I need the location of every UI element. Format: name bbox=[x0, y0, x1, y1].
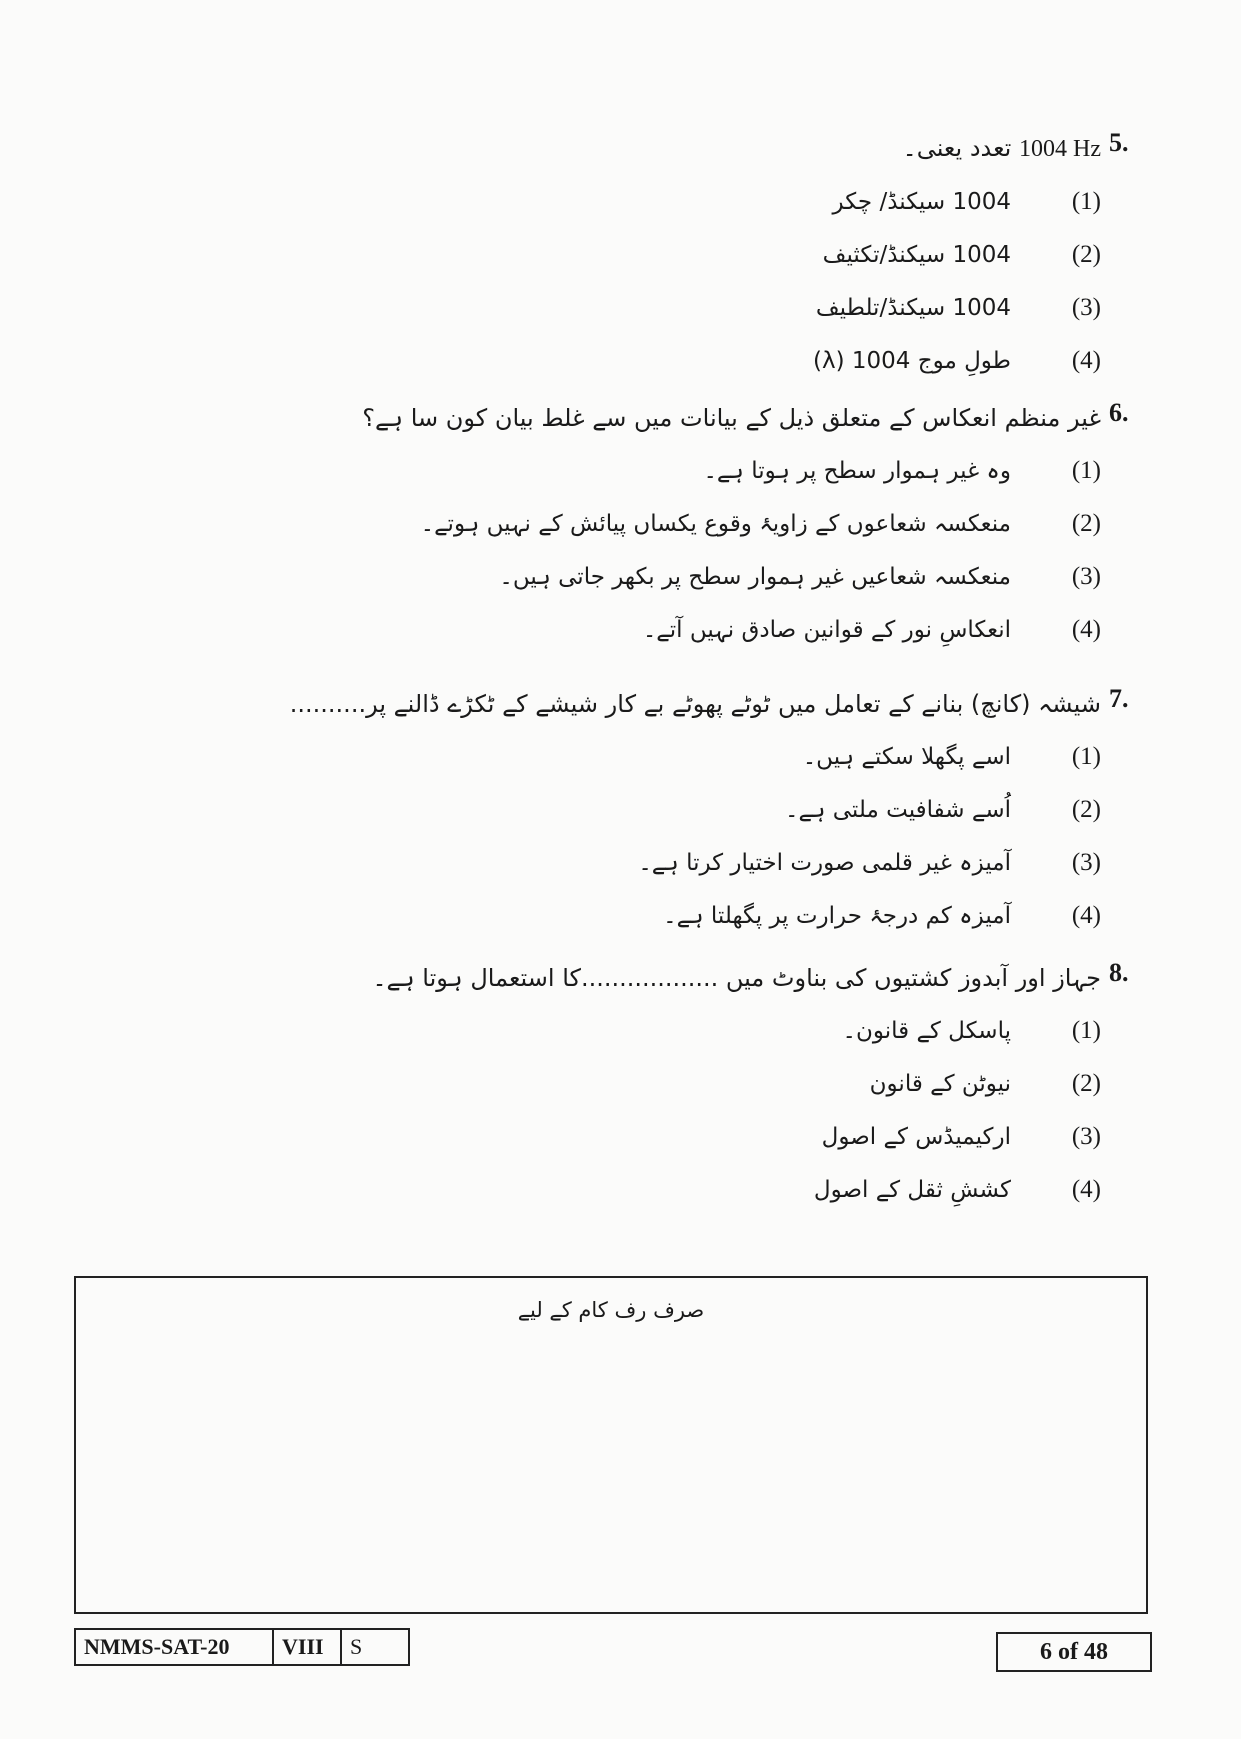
page-number: 6 of 48 bbox=[996, 1632, 1152, 1672]
question-text bbox=[813, 128, 1101, 169]
option-1[interactable] bbox=[813, 175, 1101, 228]
option-1[interactable] bbox=[362, 444, 1101, 497]
exam-code-box bbox=[74, 1628, 410, 1666]
option-text: آمیزہ غیر قلمی صورت اختیار کرتا ہے۔ bbox=[638, 849, 1011, 876]
option-text: ارکیمیڈس کے اصول bbox=[821, 1123, 1011, 1150]
question-number: 7. bbox=[1109, 684, 1129, 713]
question-text: جہاز اور آبدوز کشتیوں کی بناوٹ میں ..................کا استعمال ہوتا ہے۔ bbox=[372, 964, 1101, 992]
option-3[interactable] bbox=[372, 1110, 1101, 1163]
option-number: (4) bbox=[1071, 901, 1101, 929]
option-4[interactable] bbox=[362, 603, 1101, 656]
option-4[interactable] bbox=[290, 889, 1101, 942]
option-text: آمیزہ کم درجۂ حرارت پر پگھلتا ہے۔ bbox=[663, 902, 1011, 929]
option-text: 1004 سیکنڈ/ چکر bbox=[832, 188, 1011, 215]
question-text: غیر منظم انعکاس کے متعلق ذیل کے بیانات میں سے غلط بیان کون سا ہے؟ bbox=[362, 404, 1101, 432]
option-text: پاسکل کے قانون۔ bbox=[842, 1017, 1011, 1044]
option-1[interactable] bbox=[290, 730, 1101, 783]
option-1[interactable] bbox=[372, 1004, 1101, 1057]
option-3[interactable] bbox=[290, 836, 1101, 889]
option-number: (1) bbox=[1071, 1016, 1101, 1044]
option-text: وہ غیر ہموار سطح پر ہوتا ہے۔ bbox=[703, 457, 1011, 484]
standard: VIII bbox=[274, 1630, 342, 1664]
option-4[interactable] bbox=[372, 1163, 1101, 1216]
option-number: (3) bbox=[1071, 1122, 1101, 1150]
option-number: (1) bbox=[1071, 742, 1101, 770]
option-text: اُسے شفافیت ملتی ہے۔ bbox=[785, 796, 1011, 823]
option-2[interactable] bbox=[290, 783, 1101, 836]
question-5 bbox=[812, 128, 1129, 387]
question-number: 8. bbox=[1109, 958, 1129, 987]
option-number: (1) bbox=[1071, 456, 1101, 484]
question-6 bbox=[362, 398, 1129, 656]
option-number: (2) bbox=[1071, 240, 1101, 268]
option-text: طولِ موج 1004 (λ) bbox=[812, 347, 1011, 374]
question-number: 5. bbox=[1109, 128, 1129, 157]
option-3[interactable] bbox=[813, 281, 1101, 334]
option-number: (1) bbox=[1071, 187, 1101, 215]
option-text: انعکاسِ نور کے قوانین صادق نہیں آتے۔ bbox=[642, 616, 1011, 643]
option-number: (3) bbox=[1071, 848, 1101, 876]
option-text: منعکسہ شعاعوں کے زاویۂ وقوع یکساں پیائش کے نہیں ہوتے۔ bbox=[420, 510, 1011, 537]
option-number: (4) bbox=[1071, 615, 1101, 643]
question-8 bbox=[372, 958, 1129, 1216]
option-text: منعکسہ شعاعیں غیر ہموار سطح پر بکھر جاتی ہیں۔ bbox=[499, 563, 1011, 590]
option-number: (2) bbox=[1071, 795, 1101, 823]
question-text-frequency: 1004 Hz bbox=[1019, 136, 1101, 162]
option-2[interactable] bbox=[372, 1057, 1101, 1110]
option-3[interactable] bbox=[362, 550, 1101, 603]
option-text: کششِ ثقل کے اصول bbox=[813, 1176, 1011, 1203]
rough-work-title: صرف رف کام کے لیے bbox=[517, 1298, 705, 1322]
option-text: 1004 سیکنڈ/تکثیف bbox=[822, 241, 1011, 268]
option-number: (2) bbox=[1071, 509, 1101, 537]
question-text-urdu: تعدد یعنی۔ bbox=[902, 134, 1012, 162]
option-text: اسے پگھلا سکتے ہیں۔ bbox=[802, 743, 1011, 770]
question-text: شیشہ (کانچ) بنانے کے تعامل میں ٹوٹے پھوٹے بے کار شیشے کے ٹکڑے ڈالنے پر.......... bbox=[289, 690, 1101, 718]
option-2[interactable] bbox=[362, 497, 1101, 550]
option-number: (3) bbox=[1071, 562, 1101, 590]
option-number: (2) bbox=[1071, 1069, 1101, 1097]
question-number: 6. bbox=[1109, 398, 1129, 427]
rough-work-box bbox=[74, 1276, 1148, 1614]
exam-code: NMMS-SAT-20 bbox=[76, 1630, 274, 1664]
series: S bbox=[350, 1634, 363, 1659]
option-number: (4) bbox=[1071, 346, 1101, 374]
option-number: (4) bbox=[1071, 1175, 1101, 1203]
option-text: 1004 سیکنڈ/تلطیف bbox=[815, 294, 1011, 321]
option-text: نیوٹن کے قانون bbox=[869, 1070, 1011, 1097]
question-7 bbox=[289, 684, 1129, 942]
option-4[interactable] bbox=[813, 334, 1101, 387]
option-2[interactable] bbox=[813, 228, 1101, 281]
option-number: (3) bbox=[1071, 293, 1101, 321]
